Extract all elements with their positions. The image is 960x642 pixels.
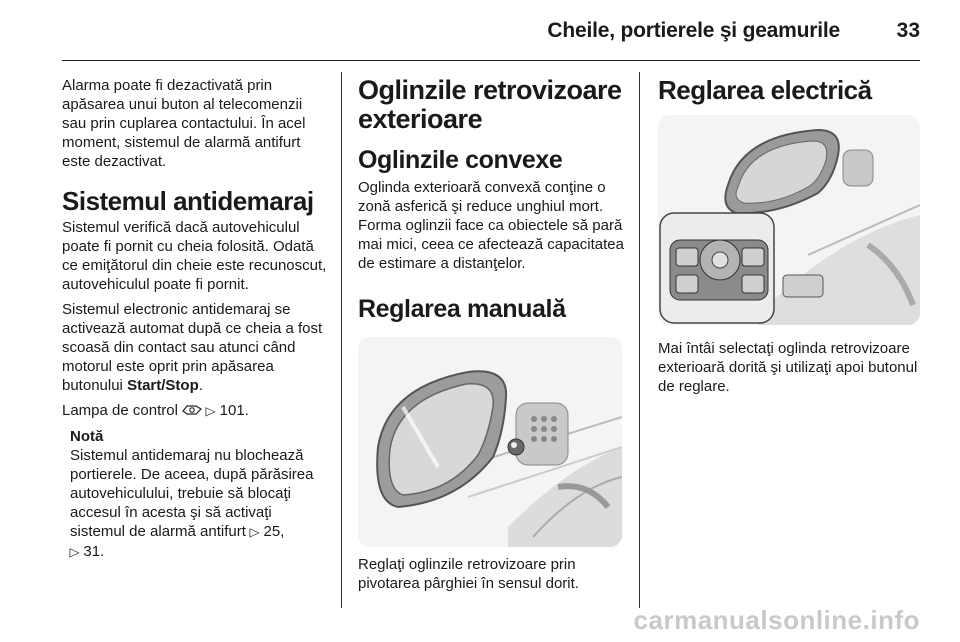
manual-adjustment-heading: Reglarea manuală [358, 295, 566, 323]
mirrors-heading: Oglinzile retrovizoare exterioare [358, 75, 622, 134]
page-reference-icon: ▷ [69, 545, 80, 559]
immobiliser-lamp-icon [182, 403, 202, 416]
immobiliser-activation-paragraph: Sistemul electronic antidemaraj se activează automat după ce cheia a fost scoasă din contact sau atunci când motorul este oprit prin apăsarea butonului Start/Stop. [62, 301, 323, 394]
electric-mirror-drawing [658, 115, 920, 325]
electric-mirror-illustration [658, 115, 920, 325]
column-divider [341, 72, 342, 608]
manual-mirror-drawing [358, 337, 622, 547]
start-stop-label: Start/Stop [127, 377, 199, 394]
note-box [70, 427, 328, 562]
page-number: 33 [896, 19, 920, 42]
electric-adjustment-heading: Reglarea electrică [658, 75, 872, 105]
alarm-paragraph: Alarma poate fi dezactivată prin apăsarea unui buton al telecomenzii sau prin cuplarea contactului. În acel moment, sistemul de alarmă antifurt este dezactivat. [62, 77, 306, 170]
convex-mirrors-paragraph: Oglinda exterioară convexă conţine o zonă asferică şi reduce unghiul mort. Forma oglinzii face ca obiectele să pară mai mici, ceea ce afectează capacitatea de estimare a distanţelor. [358, 179, 624, 272]
column-divider [639, 72, 640, 608]
page-reference-link[interactable]: 101. [219, 402, 249, 419]
immobiliser-paragraph: Sistemul verifică dacă autovehiculul poate fi pornit cu cheia folosită. Odată ce emiţătorul din cheie este recunoscut, autovehiculul poate fi pornit. [62, 219, 327, 293]
note-text: Sistemul antidemaraj nu blochează portierele. De aceea, după părăsirea autovehiculului, trebuie să blocaţi accesul în acesta şi să activaţi sistemul de alarmă antifurt ▷ 25, ▷ 31. [69, 447, 314, 560]
electric-caption: Mai întâi selectaţi oglinda retrovizoare exterioară dorită şi utilizaţi apoi butonul de reglare. [658, 340, 918, 395]
page-header [62, 0, 920, 61]
page-reference-icon: ▷ [205, 404, 216, 418]
page-reference-link[interactable]: 31. [83, 543, 105, 560]
watermark: carmanualsonline.info [633, 605, 920, 635]
column-1 [62, 76, 328, 568]
page-reference-icon: ▷ [249, 525, 260, 539]
column-2 [358, 76, 626, 599]
control-lamp-paragraph: Lampa de control ▷ 101. [62, 402, 249, 419]
manual-caption: Reglaţi oglinzile retrovizoare prin pivotarea pârghiei în sensul dorit. [358, 556, 579, 592]
header-title: Cheile, portierele şi geamurile [547, 19, 840, 42]
manual-mirror-illustration [358, 337, 622, 547]
note-title: Notă [70, 428, 104, 445]
immobiliser-heading: Sistemul antidemaraj [62, 186, 314, 216]
page-reference-link[interactable]: 25, [263, 523, 285, 540]
convex-mirrors-heading: Oglinzile convexe [358, 146, 563, 174]
column-3 [658, 76, 920, 402]
